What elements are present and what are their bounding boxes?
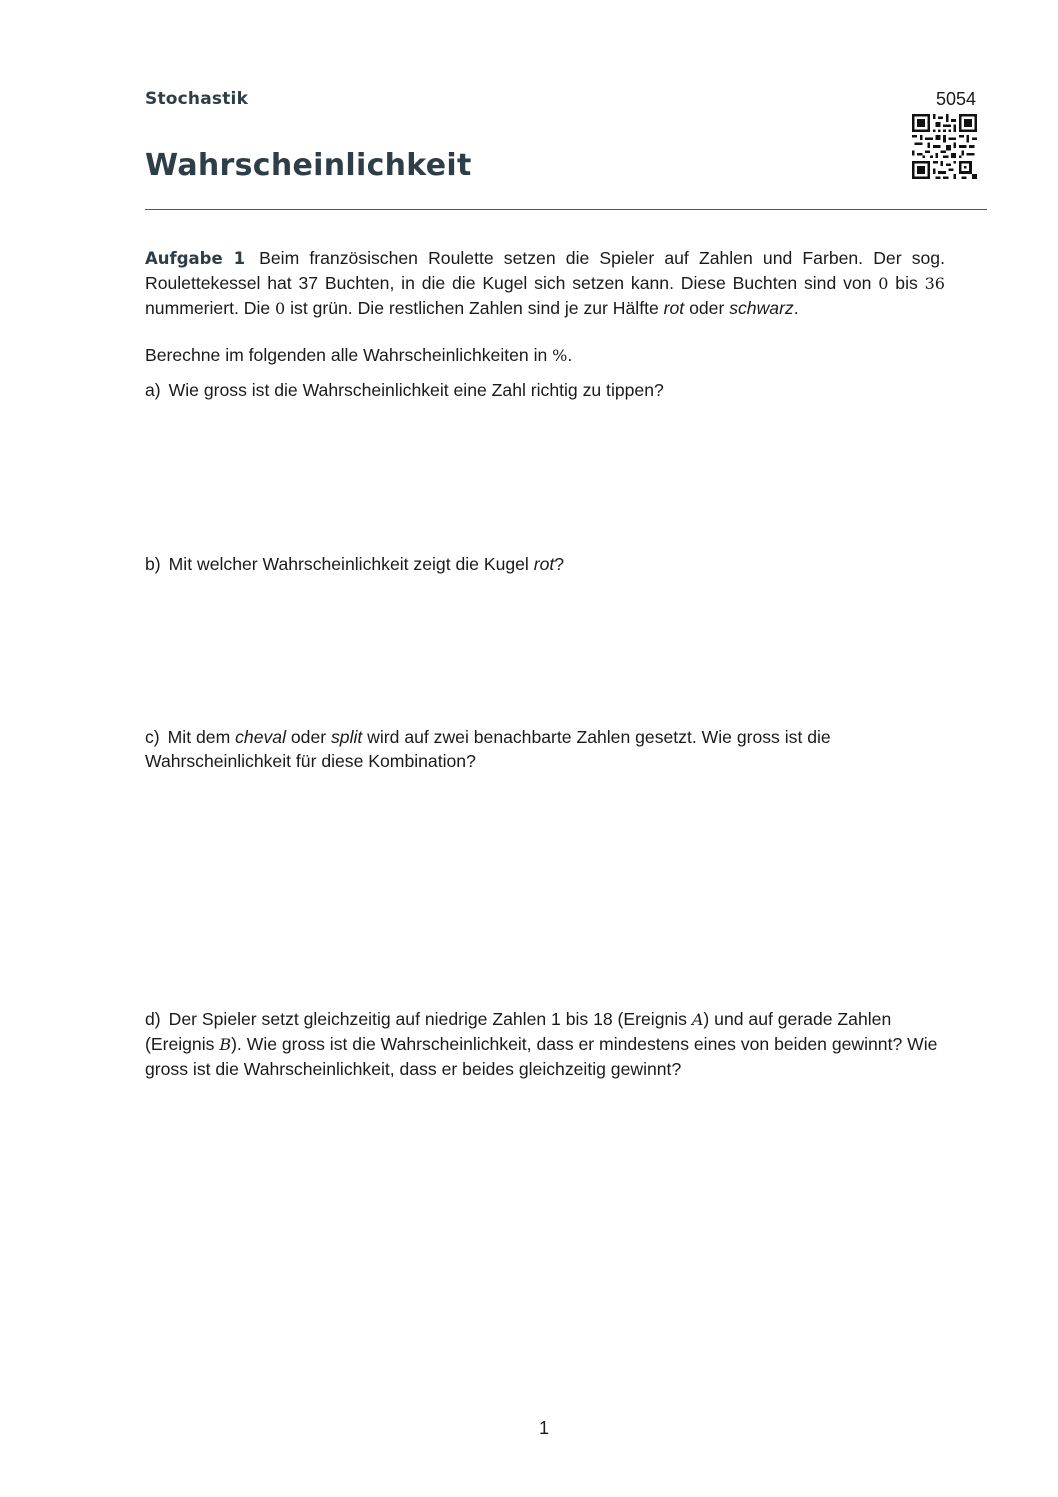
event-b: B [219, 1035, 232, 1054]
question-label: b) [145, 554, 161, 574]
emphasis-rot: rot [533, 554, 555, 574]
intro-text: Beim französischen Roulette setzen die Spieler auf Zahlen und Farben. Der sog. Roulettekessel hat 37 Buchten, in die die Kugel sich setzen kann. Diese Buchten sind von [145, 248, 945, 293]
question-text: oder [285, 727, 331, 747]
qr-code-icon [912, 114, 977, 179]
instruction-text: . [567, 345, 573, 365]
instruction-text: Berechne im folgenden alle Wahrscheinlichkeiten in [145, 345, 553, 365]
question-text: Mit welcher Wahrscheinlichkeit zeigt die Kugel [168, 554, 534, 574]
intro-text: nummeriert. Die [145, 298, 276, 318]
emphasis-rot: rot [663, 298, 685, 318]
question-text: Der Spieler setzt gleichzeitig auf niedrige Zahlen 1 bis 18 (Ereignis [168, 1009, 692, 1029]
question-d [145, 1007, 945, 1081]
instruction [145, 343, 945, 368]
question-label: a) [145, 380, 161, 400]
math-thirty-six: 36 [924, 274, 945, 293]
emphasis-split: split [330, 727, 363, 747]
intro-text: . [793, 298, 799, 318]
emphasis-cheval: cheval [235, 727, 286, 747]
event-a: A [691, 1010, 704, 1029]
question-a [145, 378, 945, 402]
page-title: Wahrscheinlichkeit [145, 148, 472, 183]
intro-text: bis [888, 273, 925, 293]
header-divider [145, 209, 987, 210]
question-text: Wie gross ist die Wahrscheinlichkeit eine Zahl richtig zu tippen? [168, 380, 664, 400]
task-label: Aufgabe 1 [145, 249, 246, 268]
math-percent: % [552, 346, 568, 365]
emphasis-schwarz: schwarz [729, 298, 794, 318]
question-text: ? [554, 554, 565, 574]
page-number: 1 [538, 1418, 549, 1438]
document-number: 5054 [935, 89, 976, 109]
intro-text: ist grün. Die restlichen Zahlen sind je zur Hälfte [285, 298, 664, 318]
math-zero: 0 [275, 299, 286, 318]
question-label: c) [145, 727, 160, 747]
question-text: wird auf zwei benachbarte Zahlen gesetzt. Wie gross ist die Wahrscheinlichkeit für diese Kombination? [145, 727, 831, 771]
question-text: Mit dem [167, 727, 236, 747]
math-zero: 0 [878, 274, 889, 293]
question-b [145, 552, 945, 576]
question-c [145, 725, 945, 773]
question-text: ) und auf gerade Zahlen (Ereignis [145, 1009, 892, 1054]
subject-heading: Stochastik [145, 89, 249, 109]
question-text: ). Wie gross ist die Wahrscheinlichkeit, dass er mindestens eines von beiden gewinnt? Wie gross ist die Wahrscheinlichkeit, dass er beides gleichzeitig gewinnt? [145, 1034, 938, 1079]
question-label: d) [145, 1009, 161, 1029]
task-intro [145, 246, 945, 321]
intro-text: oder [684, 298, 730, 318]
